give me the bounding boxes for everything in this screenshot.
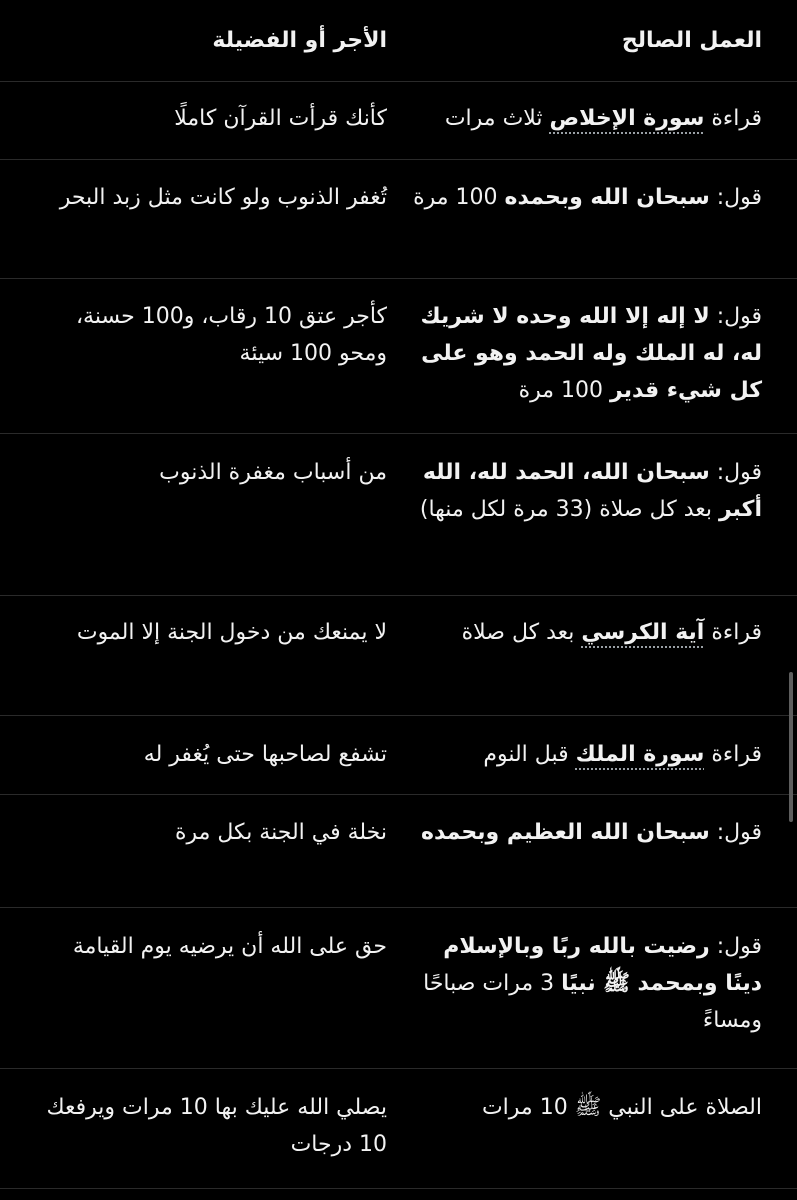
deed-text: بعد كل صلاة (33 مرة لكل منها)	[419, 497, 719, 522]
reward-cell: حق على الله أن يرضيه يوم القيامة	[72, 934, 387, 959]
deed-text: بعد كل صلاة	[461, 620, 582, 645]
table-row	[0, 795, 797, 908]
surah-link[interactable]: سورة الملك	[575, 742, 705, 767]
reward-cell: تُغفر الذنوب ولو كانت مثل زبد البحر	[59, 185, 387, 210]
deed-cell	[387, 814, 797, 907]
surah-link[interactable]: سورة الإخلاص	[549, 106, 705, 131]
reward-cell: كأنك قرأت القرآن كاملًا	[174, 106, 387, 131]
deed-text: قول:	[709, 304, 762, 329]
dhikr-text: لا إله إلا الله وحده لا شريك له، له الملك وله الحمد وهو على كل شيء قدير	[420, 304, 762, 403]
deed-text: قراءة	[704, 620, 762, 645]
deed-cell	[387, 179, 797, 278]
deed-text: قول:	[709, 820, 762, 845]
deed-text: قراءة	[704, 742, 762, 767]
reward-cell: كأجر عتق 10 رقاب، و100 حسنة، ومحو 100 سيئة	[75, 304, 387, 366]
vertical-scrollbar[interactable]	[789, 672, 793, 822]
deed-text: 100 مرة	[413, 185, 505, 210]
deed-text: قول:	[709, 460, 762, 485]
deed-text: الصلاة على النبي ﷺ 10 مرات	[481, 1095, 762, 1120]
table-row	[0, 908, 797, 1069]
reward-cell: نخلة في الجنة بكل مرة	[174, 820, 387, 845]
table-row	[0, 716, 797, 795]
ayah-link[interactable]: آية الكرسي	[581, 620, 705, 645]
deed-cell	[387, 1089, 797, 1188]
deed-cell	[387, 928, 797, 1068]
deed-cell	[387, 298, 797, 433]
table-row	[0, 279, 797, 434]
table-row	[0, 1069, 797, 1189]
deed-text: قول:	[709, 185, 762, 210]
dhikr-text: سبحان الله، الحمد لله، الله أكبر	[422, 460, 762, 522]
header-deed: العمل الصالح	[621, 28, 762, 53]
deed-text: 100 مرة	[518, 378, 611, 403]
table-row	[0, 82, 797, 160]
table-row	[0, 160, 797, 279]
deed-text: ثلاث مرات	[444, 106, 550, 131]
deed-cell	[387, 614, 797, 715]
deed-text: قراءة	[704, 106, 762, 131]
reward-cell: يصلي الله عليك بها 10 مرات ويرفعك 10 درجات	[46, 1095, 387, 1157]
header-reward: الأجر أو الفضيلة	[212, 28, 387, 53]
deed-text: 3 مرات صباحًا ومساءً	[423, 971, 762, 1033]
table-row	[0, 596, 797, 716]
deed-cell	[387, 100, 797, 159]
dhikr-text: سبحان الله وبحمده	[504, 185, 710, 210]
deed-text: قبل النوم	[483, 742, 576, 767]
deed-cell	[387, 454, 797, 595]
reward-cell: تشفع لصاحبها حتى يُغفر له	[143, 742, 387, 767]
deed-cell	[387, 736, 797, 794]
reward-cell: من أسباب مغفرة الذنوب	[159, 460, 387, 485]
dhikr-text: رضيت بالله ربًا وبالإسلام دينًا وبمحمد ﷺ نبيًا	[443, 934, 762, 996]
table-row	[0, 434, 797, 596]
reward-cell: لا يمنعك من دخول الجنة إلا الموت	[76, 620, 387, 645]
deed-text: قول:	[709, 934, 762, 959]
dhikr-text: سبحان الله العظيم وبحمده	[420, 820, 710, 845]
table-header	[0, 0, 797, 82]
